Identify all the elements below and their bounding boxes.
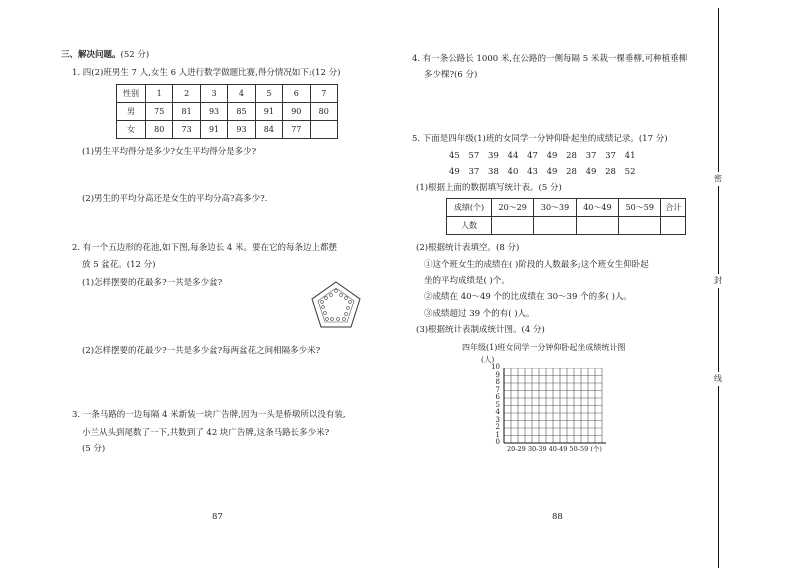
table-cell: 90 [283, 103, 310, 121]
table-cell: 人数 [447, 217, 492, 235]
chart-y-unit: (人) [481, 355, 495, 364]
q2-line2: 放 5 盆花。(12 分) [82, 260, 156, 270]
y-tick-labels [490, 364, 500, 447]
x-tick-label: 40-49 [548, 445, 568, 453]
q4-line2: 多少棵?(6 分) [424, 70, 478, 80]
table-cell: 3 [200, 85, 227, 103]
stat-table-header [447, 199, 686, 217]
table-cell: 80 [310, 103, 337, 121]
binding-char-seal: 密 [714, 172, 722, 186]
table-cell [310, 121, 337, 139]
x-tick-labels [507, 446, 602, 454]
table-cell: 91 [255, 103, 282, 121]
blank-cell[interactable] [534, 217, 576, 235]
x-unit: (个) [590, 445, 602, 453]
q3-line1: 3. 一条马路的一边每隔 4 米新装一块广告牌,因为一头是桥墩所以没有装, [72, 410, 346, 420]
table-row [117, 103, 338, 121]
section-title-text: 三、解决问题。 [61, 50, 121, 60]
table-cell: 合计 [661, 199, 686, 217]
table-cell: 75 [146, 103, 173, 121]
blank-cell[interactable] [492, 217, 534, 235]
y-tick-label: 1 [495, 430, 500, 439]
section-score: (52 分) [120, 50, 150, 60]
y-tick-label: 3 [495, 415, 500, 424]
table-cell: 成绩(个) [447, 199, 492, 217]
q5-data-row1: 45 57 39 44 47 49 28 37 37 41 [449, 151, 636, 161]
q5-sub3: (3)根据统计表制成统计图。(4 分) [416, 325, 545, 335]
table-cell: 40～49 [576, 199, 618, 217]
q5-sub1: (1)根据上面的数据填写统计表。(5 分) [416, 183, 562, 193]
q3-line3: (5 分) [82, 444, 106, 454]
table-cell: 20～29 [492, 199, 534, 217]
y-tick-label: 10 [491, 363, 500, 371]
q5-sub2: (2)根据统计表填空。(8 分) [416, 243, 520, 253]
table-cell: 5 [255, 85, 282, 103]
y-tick-label: 6 [495, 393, 500, 401]
binding-char-close: 封 [714, 274, 722, 288]
q1-sub2: (2)男生的平均分高还是女生的平均分高?高多少?. [82, 194, 268, 204]
y-tick-label: 8 [495, 378, 500, 386]
score-table-header [117, 85, 338, 103]
y-tick-label: 4 [495, 408, 500, 416]
blank-cell[interactable] [576, 217, 618, 235]
y-tick-label: 2 [495, 423, 500, 431]
table-cell: 93 [228, 121, 255, 139]
table-row [117, 121, 338, 139]
q5-fill3: ③成绩超过 39 个的有( )人。 [424, 309, 535, 319]
table-cell: 77 [283, 121, 310, 139]
y-tick-label: 9 [495, 370, 500, 379]
table-cell: 50～59 [619, 199, 661, 217]
q4-line1: 4. 有一条公路长 1000 米,在公路的一侧每隔 5 米栽一棵垂柳,可种植垂柳 [412, 54, 688, 64]
blank-chart-grid[interactable] [502, 368, 612, 451]
x-tick-label: 20-29 [507, 445, 526, 453]
stat-table [446, 198, 686, 235]
x-tick-label: 50-59 [569, 445, 589, 453]
table-cell: 91 [200, 121, 227, 139]
q1-sub1: (1)男生平均得分是多少?女生平均得分是多少? [82, 147, 257, 157]
q5-fill2: ②成绩在 40～49 个的比成绩在 30～39 个的多( )人。 [424, 292, 632, 302]
table-cell: 7 [310, 85, 337, 103]
table-cell: 93 [200, 103, 227, 121]
binding-line [718, 8, 719, 568]
q5-line1: 5. 下面是四年级(1)班的女同学一分钟仰卧起坐的成绩记录。(17 分) [412, 134, 668, 144]
table-cell: 6 [283, 85, 310, 103]
table-cell: 81 [173, 103, 200, 121]
x-tick-label: 30-39 [527, 445, 547, 453]
chart-title: 四年级(1)班女同学一分钟仰卧起坐成绩统计图 [462, 343, 626, 352]
pentagon-flowerbed-figure [310, 280, 362, 330]
y-tick-label: 5 [495, 400, 500, 409]
table-cell: 性别 [117, 85, 146, 103]
q1-text: 1. 四(2)班男生 7 人,女生 6 人进行数学做题比赛,得分情况如下:(12 分) [72, 68, 341, 78]
table-cell: 84 [255, 121, 282, 139]
q2-sub1: (1)怎样摆要的花最多?一共是多少盆? [82, 278, 223, 288]
table-cell: 男 [117, 103, 146, 121]
binding-char-line: 线 [714, 372, 722, 386]
table-cell: 73 [173, 121, 200, 139]
y-tick-label: 7 [495, 385, 500, 394]
table-cell: 85 [228, 103, 255, 121]
table-cell: 1 [146, 85, 173, 103]
q2-sub2: (2)怎样摆要的花最少?一共是多少盆?每两盆花之间相隔多少米? [82, 346, 321, 356]
section-title [61, 50, 149, 60]
table-cell: 80 [146, 121, 173, 139]
blank-cell[interactable] [619, 217, 661, 235]
q5-fill1a: ①这个班女生的成绩在( )阶段的人数最多;这个班女生仰卧起 [424, 260, 649, 270]
table-cell: 30～39 [534, 199, 576, 217]
table-cell: 女 [117, 121, 146, 139]
chart-grid-svg [502, 368, 612, 448]
page-number-left: 87 [212, 512, 223, 522]
q5-data-row2: 49 37 38 40 43 49 28 49 28 52 [449, 167, 636, 177]
page-number-right: 88 [552, 512, 563, 522]
y-tick-label: 0 [495, 438, 500, 446]
table-row [447, 217, 686, 235]
q5-fill1b: 坐的平均成绩是( )个。 [424, 276, 510, 286]
table-cell: 4 [228, 85, 255, 103]
score-table [116, 84, 338, 139]
q2-line1: 2. 有一个五边形的花池,如下图,每条边长 4 米。要在它的每条边上都摆 [72, 243, 338, 253]
blank-cell[interactable] [661, 217, 686, 235]
q3-line2: 小兰从头到尾数了一下,共数到了 42 块广告牌,这条马路长多少米? [82, 428, 330, 438]
table-cell: 2 [173, 85, 200, 103]
